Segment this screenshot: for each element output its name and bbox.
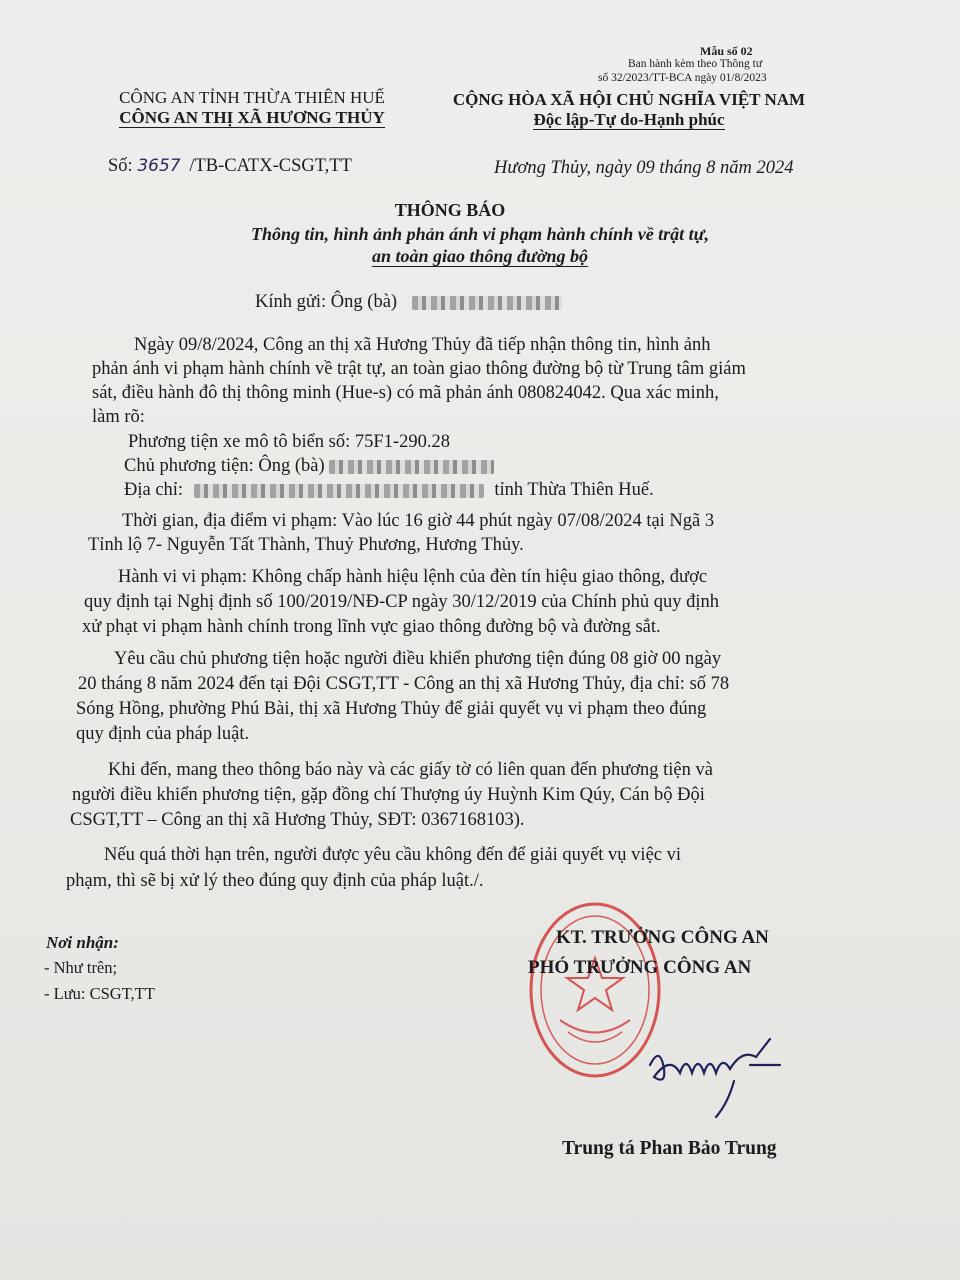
agency-parent: CÔNG AN TỈNH THỪA THIÊN HUẾ [119, 88, 385, 107]
recipient-label: Kính gửi: Ông (bà) [255, 292, 398, 312]
address-label: Địa chỉ: [124, 480, 184, 500]
owner-label: Chủ phương tiện: Ông (bà) [124, 456, 325, 476]
violation-act-line-1: Hành vi vi phạm: Không chấp hành hiệu lệnh của đèn tín hiệu giao thông, được [118, 567, 708, 587]
address-line [124, 480, 654, 501]
bring-line-2: người điều khiển phương tiện, gặp đồng chí Thượng úy Huỳnh Kim Qúy, Cán bộ Đội [72, 785, 705, 805]
violation-act-line-2: quy định tại Nghị định số 100/2019/NĐ-CP ngày 30/12/2019 của Chính phủ quy định [84, 592, 719, 612]
nation-motto [414, 110, 844, 130]
recipients-label: Nơi nhận: [46, 933, 119, 952]
recipients-item-2: - Lưu: CSGT,TT [44, 984, 155, 1003]
owner-line [124, 456, 494, 477]
request-line-4: quy định của pháp luật. [76, 724, 250, 744]
request-line-2: 20 tháng 8 năm 2024 đến tại Đội CSGT,TT - Công an thị xã Hương Thủy, địa chỉ: số 78 [78, 674, 730, 694]
address-tail: tỉnh Thừa Thiên Huế. [494, 480, 654, 500]
bring-line-3: CSGT,TT – Công an thị xã Hương Thủy, SĐT: 0367168103). [70, 810, 525, 830]
paragraph-1-line-4: làm rõ: [92, 407, 145, 427]
warning-line-2: phạm, thì sẽ bị xử lý theo đúng quy định của pháp luật./. [66, 871, 484, 891]
violation-time-line-1: Thời gian, địa điểm vi phạm: Vào lúc 16 giờ 44 phút ngày 07/08/2024 tại Ngã 3 [122, 511, 715, 531]
redacted-owner [329, 460, 494, 474]
agency-name-text: CÔNG AN THỊ XÃ HƯƠNG THỦY [119, 108, 385, 127]
vehicle-line: Phương tiện xe mô tô biển số: 75F1-290.28 [128, 432, 450, 452]
redacted-name [412, 296, 562, 310]
recipients-item-1: - Như trên; [44, 958, 118, 977]
doc-number-prefix: Số: [108, 156, 133, 176]
redacted-address [194, 484, 484, 498]
document-number [108, 156, 352, 177]
paragraph-1-line-3: sát, điều hành đô thị thông minh (Hue-s) có mã phản ánh 080824042. Qua xác minh, [92, 383, 719, 403]
form-number: Mẫu số 02 [700, 44, 753, 58]
nation-motto-text: Độc lập-Tự do-Hạnh phúc [533, 110, 725, 129]
request-line-1: Yêu cầu chủ phương tiện hoặc người điều khiển phương tiện đúng 08 giờ 00 ngày [114, 649, 722, 669]
document-subtitle-2-text: an toàn giao thông đường bộ [372, 246, 588, 266]
signature-title-2: PHÓ TRƯỞNG CÔNG AN [528, 957, 752, 978]
document-subtitle-2 [0, 246, 960, 267]
signature-title-1: KT. TRƯỞNG CÔNG AN [556, 927, 769, 948]
document-title: THÔNG BÁO [394, 200, 506, 220]
place-date: Hương Thủy, ngày 09 tháng 8 năm 2024 [494, 158, 794, 178]
document-subtitle-1: Thông tin, hình ảnh phản ánh vi phạm hành chính về trật tự, [251, 224, 709, 244]
signer-name: Trung tá Phan Bảo Trung [562, 1138, 777, 1159]
violation-act-line-3: xử phạt vi phạm hành chính trong lĩnh vực giao thông đường bộ và đường sắt. [82, 617, 661, 637]
nation-name: CỘNG HÒA XÃ HỘI CHỦ NGHĨA VIỆT NAM [452, 90, 806, 109]
doc-number-suffix: /TB-CATX-CSGT,TT [189, 156, 352, 176]
form-line-1: Ban hành kèm theo Thông tư [628, 58, 763, 70]
doc-number-handwritten: 3657 [137, 156, 181, 176]
violation-time-line-2: Tỉnh lộ 7- Nguyễn Tất Thành, Thuỷ Phương, Hương Thủy. [88, 535, 524, 555]
recipient-line [255, 292, 562, 313]
agency-name [82, 108, 422, 128]
form-line-2: số 32/2023/TT-BCA ngày 01/8/2023 [598, 72, 767, 84]
warning-line-1: Nếu quá thời hạn trên, người được yêu cầu không đến để giải quyết vụ việc vi [104, 845, 682, 865]
paragraph-1-line-1: Ngày 09/8/2024, Công an thị xã Hương Thủy đã tiếp nhận thông tin, hình ảnh [134, 335, 711, 355]
request-line-3: Sóng Hồng, phường Phú Bài, thị xã Hương Thủy để giải quyết vụ vi phạm theo đúng [76, 699, 707, 719]
bring-line-1: Khi đến, mang theo thông báo này và các giấy tờ có liên quan đến phương tiện và [108, 760, 713, 780]
handwritten-signature-icon [630, 1025, 800, 1125]
paragraph-1-line-2: phản ánh vi phạm hành chính về trật tự, an toàn giao thông đường bộ từ Trung tâm giám [92, 359, 746, 379]
